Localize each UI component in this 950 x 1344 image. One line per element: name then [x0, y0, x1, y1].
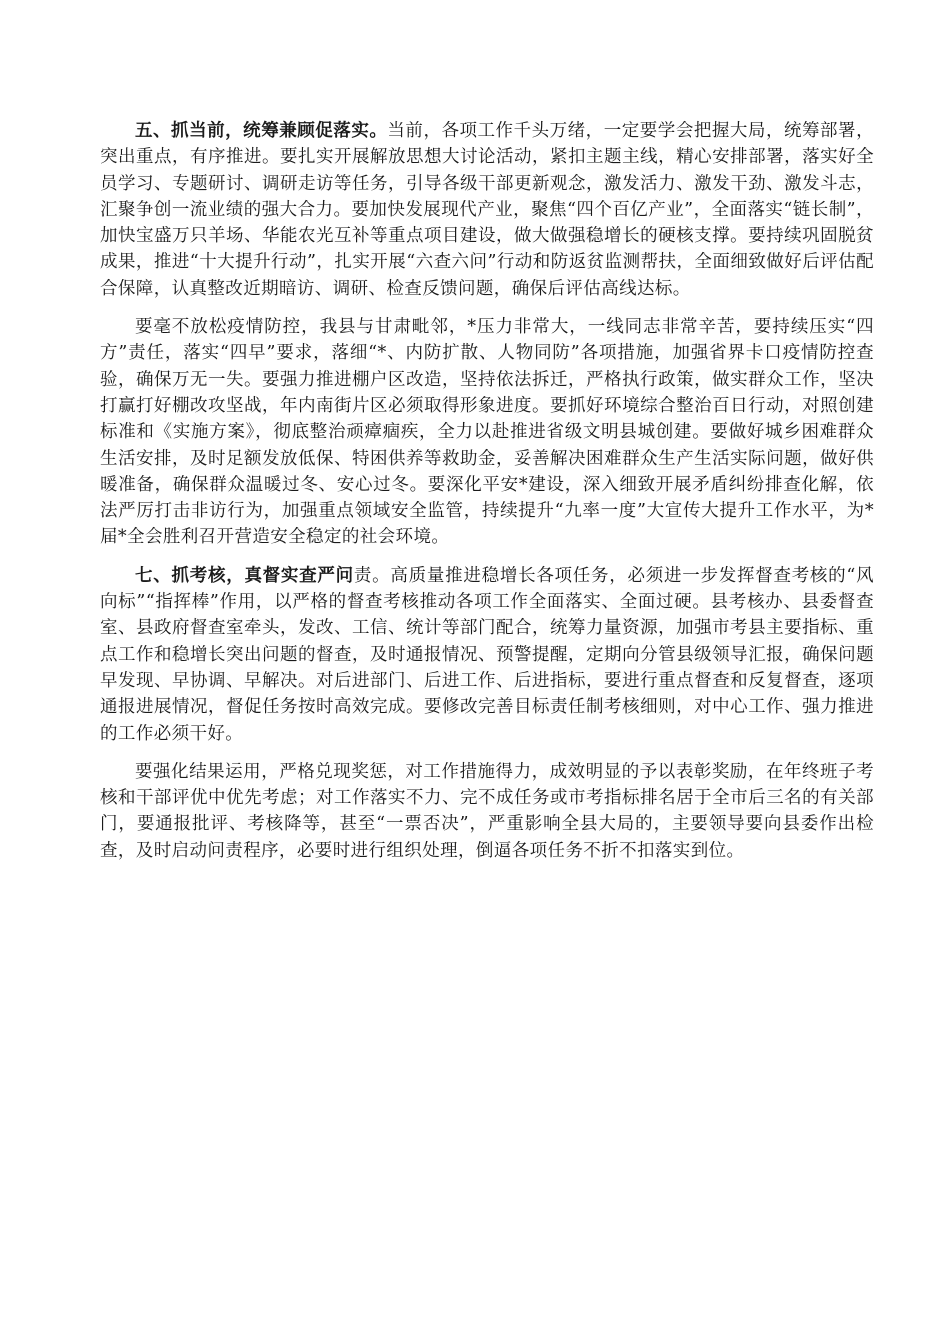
paragraph-epidemic — [100, 314, 874, 551]
paragraph-five — [100, 118, 874, 302]
paragraph-text: 责。高质量推进稳增长各项任务，必须进一步发挥督查考核的“风向标”“指挥棒”作用，以严格的督查考核推动各项工作全面落实、全面过硬。县考核办、县委督查室、县政府督查室牵头，发改、工信、统计等部门配合，统筹力量资源，加强市考县主要指标、重点工作和稳增长突出问题的督查，及时通报情况、预警提醒，定期向分管县级领导汇报，确保问题早发现、早协调、早解决。对后进部门、后进工作、后进指标，要进行重点督查和反复督查，逐项通报进展情况，督促任务按时高效完成。要修改完善目标责任制考核细则，对中心工作、强力推进的工作必须干好。 — [100, 565, 874, 744]
paragraph-text: 要毫不放松疫情防控，我县与甘肃毗邻，*压力非常大，一线同志非常辛苦，要持续压实“四方”责任，落实“四早”要求，落细“*、内防扩散、人物同防”各项措施，加强省界卡口疫情防控查验，确保万无一失。要强力推进棚户区改造，坚持依法拆迁，严格执行政策，做实群众工作，坚决打赢打好棚改攻坚战，年内南街片区必须取得形象进度。要抓好环境综合整治百日行动，对照创建标准和《实施方案》，彻底整治顽瘴痼疾，全力以赴推进省级文明县城创建。要做好城乡困难群众生活安排，及时足额发放低保、特困供养等救助金，妥善解决困难群众生产生活实际问题，做好供暖准备，确保群众温暖过冬、安心过冬。要深化平安*建设，深入细致开展矛盾纠纷排查化解，依法严厉打击非访行为，加强重点领域安全监管，持续提升“九率一度”大宣传大提升工作水平，为*届*全会胜利召开营造安全稳定的社会环境。 — [100, 317, 874, 548]
paragraph-text: 当前，各项工作千头万绪，一定要学会把握大局，统筹部署，突出重点，有序推进。要扎实开展解放思想大讨论活动，紧扣主题主线，精心安排部署，落实好全员学习、专题研讨、调研走访等任务，引导各级干部更新观念，激发活力、激发干劲、激发斗志，汇聚争创一流业绩的强大合力。要加快发展现代产业，聚焦“四个百亿产业”，全面落实“链长制”，加快宝盛万只羊场、华能农光互补等重点项目建设，做大做强稳增长的硬核支撑。要持续巩固脱贫成果，推进“十大提升行动”，扎实开展“六查六问”行动和防返贫监测帮扶，全面细致做好后评估配合保障，认真整改近期暗访、调研、检查反馈问题，确保后评估高线达标。 — [100, 121, 874, 299]
section-heading-five: 五、抓当前，统筹兼顾促落实。 — [135, 121, 388, 141]
paragraph-text: 要强化结果运用，严格兑现奖惩，对工作措施得力，成效明显的予以表彰奖励，在年终班子考核和干部评优中优先考虑；对工作落实不力、完不成任务或市考指标排名居于全市后三名的有关部门，要通报批评、考核降等，甚至“一票否决”，严重影响全县大局的，主要领导要向县委作出检查，及时启动问责程序，必要时进行组织处理，倒逼各项任务不折不扣落实到位。 — [100, 761, 874, 861]
document-page — [100, 118, 874, 876]
paragraph-results — [100, 759, 874, 864]
paragraph-seven — [100, 563, 874, 747]
section-heading-seven: 七、抓考核，真督实查严问 — [135, 565, 354, 586]
